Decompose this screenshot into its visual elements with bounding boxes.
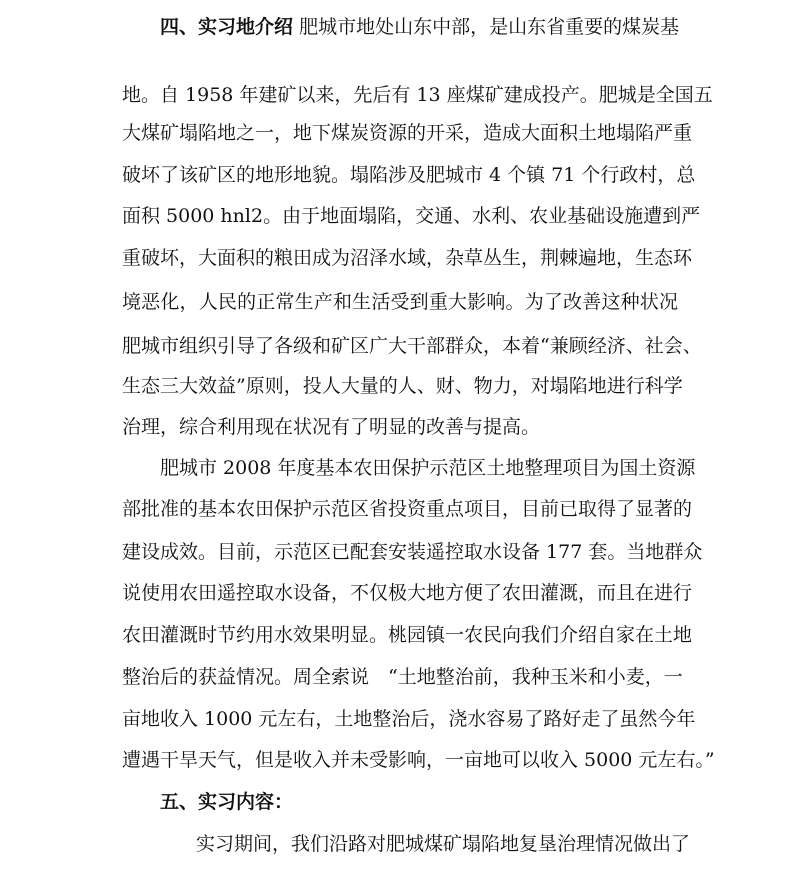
section4-text: 肥城市地处山东中部，是山东省重要的煤炭基: [299, 16, 680, 38]
paragraph2-line-6: 整治后的获益情况。周全索说 “土地整治前，我种玉米和小麦，一: [122, 666, 683, 688]
section5-heading: 五、实习内容：: [160, 791, 294, 813]
paragraph2-line-7: 亩地收入 1000 元左右，土地整治后，浇水容易了路好走了虽然今年: [122, 708, 696, 730]
section4-line-3: 大煤矿塌陷地之一，地下煤炭资源的开采，造成大面积土地塌陷严重: [122, 122, 693, 144]
paragraph2-line-3: 建设成效。目前，示范区已配套安装遥控取水设备 177 套。当地群众: [122, 541, 703, 563]
section4-line-4: 破坏了该矿区的地形地貌。塌陷涉及肥城市 4 个镇 71 个行政村，总: [122, 164, 696, 186]
section4-line-10: 治理，综合利用现在状况有了明显的改善与提高。: [122, 416, 541, 438]
paragraph2-line-5: 农田灌溉时节约用水效果明显。桃园镇一农民向我们介绍自家在土地: [122, 624, 693, 646]
section4-line-5: 面积 5000 hnl2。由于地面塌陷，交通、水利、农业基础设施遭到严: [122, 205, 701, 227]
section4-line-6: 重破坏，大面积的粮田成为沼泽水域，杂草丛生，荆棘遍地，生态环: [122, 247, 693, 269]
section5-line-1: 实习期间，我们沿路对肥城煤矿塌陷地复垦治理情况做出了: [196, 833, 691, 855]
section4-heading: 四、实习地介绍: [160, 16, 294, 38]
paragraph2-line-1: 肥城市 2008 年度基本农田保护示范区土地整理项目为国土资源: [160, 457, 696, 479]
paragraph2-line-4: 说使用农田遥控取水设备，不仅极大地方便了农田灌溉，而且在进行: [122, 582, 693, 604]
section4-line-8: 肥城市组织引导了各级和矿区广大干部群众，本着“兼顾经济、社会、: [122, 335, 702, 357]
paragraph2-line-2: 部批准的基本农田保护示范区省投资重点项目，目前已取得了显著的: [122, 498, 693, 520]
section4-line-2: 地。自 1958 年建矿以来，先后有 13 座煤矿建成投产。肥城是全国五: [122, 84, 713, 106]
paragraph2-line-8: 遭遇干旱天气，但是收入并未受影响，一亩地可以收入 5000 元左右。”: [122, 749, 715, 771]
section4-line-7: 境恶化，人民的正常生产和生活受到重大影响。为了改善这种状况: [122, 291, 678, 313]
section4-line-9: 生态三大效益”原则，投人大量的人、财、物力，对塌陷地进行科学: [122, 375, 683, 397]
section4-line-1: [160, 12, 678, 42]
